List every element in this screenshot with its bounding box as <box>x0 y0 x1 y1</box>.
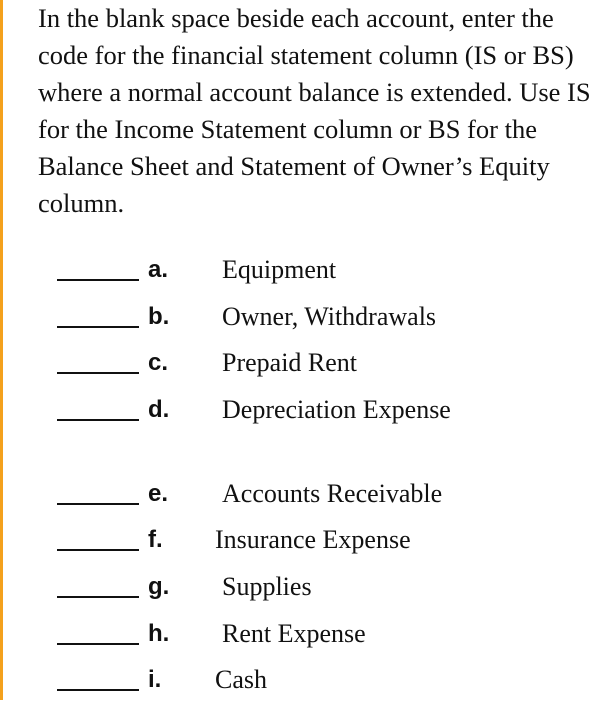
list-item-d <box>0 393 616 433</box>
list-item-f <box>0 523 616 563</box>
list-item-g <box>0 570 616 610</box>
account-name: Supplies <box>222 572 312 601</box>
answer-blank[interactable] <box>57 419 139 421</box>
answer-blank[interactable] <box>57 326 139 328</box>
answer-blank[interactable] <box>57 643 139 645</box>
account-name: Cash <box>215 665 267 694</box>
item-letter: g. <box>148 573 170 600</box>
answer-blank[interactable] <box>57 503 139 505</box>
list-item-h <box>0 617 616 657</box>
list-item-c <box>0 346 616 386</box>
account-name: Rent Expense <box>222 619 366 648</box>
account-name: Prepaid Rent <box>222 348 358 377</box>
item-letter: b. <box>148 303 170 330</box>
answer-blank[interactable] <box>57 689 139 691</box>
account-name: Depreciation Expense <box>222 395 451 424</box>
item-letter: a. <box>148 256 169 283</box>
answer-blank[interactable] <box>57 549 139 551</box>
answer-blank[interactable] <box>57 372 139 374</box>
list-item-b <box>0 300 616 340</box>
item-letter: h. <box>148 620 170 647</box>
account-name: Insurance Expense <box>215 525 411 554</box>
account-name: Equipment <box>222 255 337 284</box>
list-item-i <box>0 663 616 703</box>
list-item-e <box>0 477 616 517</box>
item-letter: d. <box>148 396 170 423</box>
answer-blank[interactable] <box>57 279 139 281</box>
item-letter: c. <box>148 349 169 376</box>
item-letter: i. <box>148 666 162 693</box>
item-letter: f. <box>148 526 163 553</box>
instructions-text: In the blank space beside each account, enter the code for the financial statement column (IS or BS) where a normal account balance is extended. Use IS for the Income Statement column or BS for the Balance Sheet and Statement of Owner’s Equity column. <box>38 3 591 218</box>
list-item-a <box>0 253 616 293</box>
item-letter: e. <box>148 480 169 507</box>
answer-blank[interactable] <box>57 596 139 598</box>
account-name: Accounts Receivable <box>222 479 443 508</box>
account-name: Owner, Withdrawals <box>222 302 437 331</box>
